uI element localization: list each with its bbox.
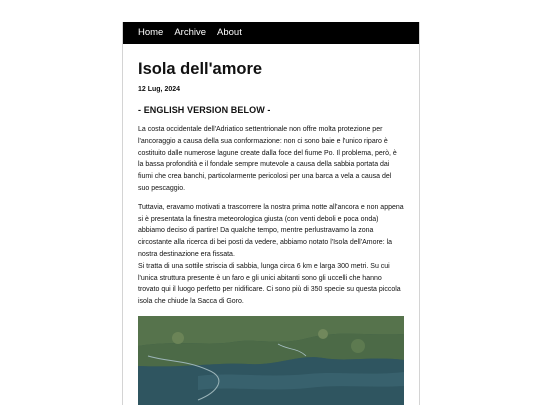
nav-about-link[interactable]: About bbox=[217, 27, 242, 38]
post-paragraph: La costa occidentale dell'Adriatico settentrionale non offre molta protezione per l'ancoraggio a causa della sua conformazione: non ci sono baie e l'unico riparo è costituito dalle numerose lagune create dalla foce del fiume Po. Il problema, però, è la bassa profondità e il fondale sempre mutevole a causa della sabbia portata dai fiumi che crea banchi, particolarmente pericolosi per una barca a vela a causa del suo pescaggio. bbox=[138, 126, 397, 192]
post-content bbox=[123, 44, 419, 405]
post-paragraph-part: Tuttavia, eravamo motivati a trascorrere la nostra prima notte all'ancora e non appena si è presentata la finestra meteorologica giusta (con venti deboli e poca onda) abbiamo deciso di partire! Da qualche tempo, mentre perlustravamo la zona circostante alla ricerca di bei posti da vedere, abbiamo notato l'Isola dell'Amore: la nostra destinazione era fissata. bbox=[138, 203, 404, 258]
nav-archive-link[interactable]: Archive bbox=[174, 27, 207, 38]
english-version-note: - ENGLISH VERSION BELOW - bbox=[138, 105, 271, 115]
map-graphic bbox=[138, 316, 404, 405]
post-title: Isola dell'amore bbox=[138, 60, 263, 78]
post-paragraph bbox=[138, 202, 404, 308]
blog-page bbox=[122, 22, 420, 405]
post-date: 12 Lug, 2024 bbox=[138, 86, 181, 93]
top-navigation bbox=[123, 22, 419, 44]
satellite-map-image bbox=[138, 316, 404, 405]
nav-home-link[interactable]: Home bbox=[138, 27, 164, 38]
post-paragraph-part: Si tratta di una sottile striscia di sabbia, lunga circa 6 km e larga 300 metri. Su cui l'unica struttura presente è un faro e gli unici abitanti sono gli uccelli che hanno trovato qui il luogo perfetto per nidificare. Ci sono più di 350 specie su questa piccola isola che chiude la Sacca di Goro. bbox=[138, 262, 401, 306]
